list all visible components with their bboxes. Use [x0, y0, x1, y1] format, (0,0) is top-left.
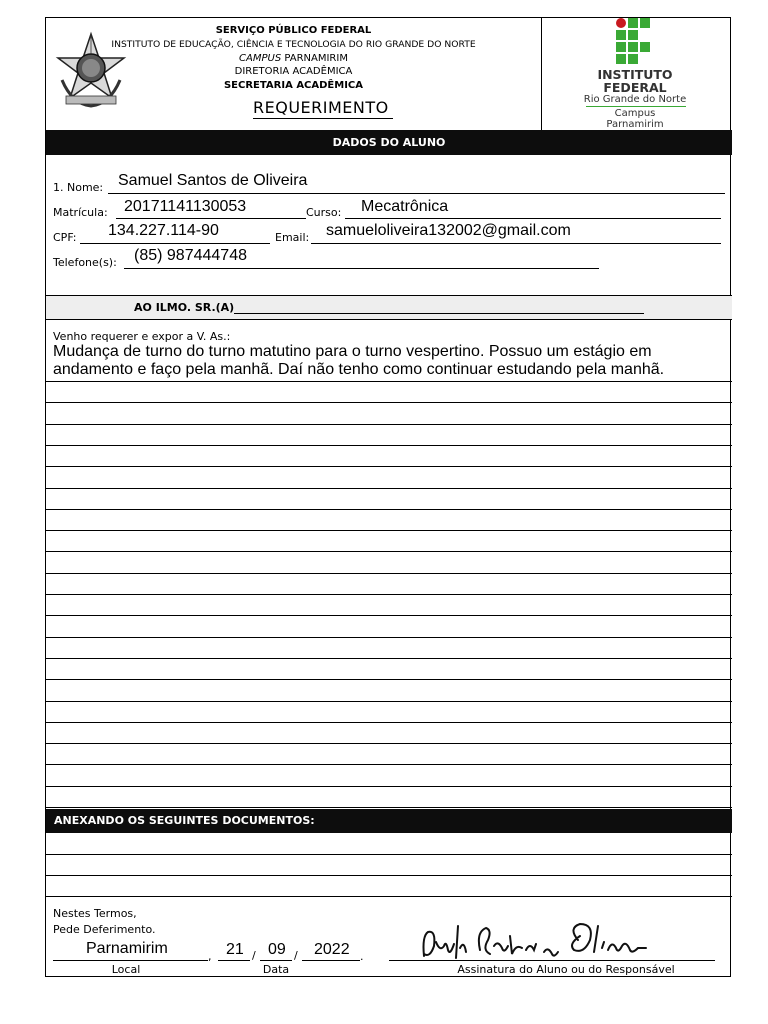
attachments-section-header: ANEXANDO OS SEGUINTES DOCUMENTOS: — [46, 809, 732, 833]
student-section-header: DADOS DO ALUNO — [46, 130, 732, 155]
ruled-line — [46, 807, 732, 808]
ruled-line — [46, 573, 732, 574]
if-logo-campus: Campus Parnamirim — [606, 108, 664, 130]
date-caption: Data — [262, 963, 290, 976]
ruled-line — [46, 764, 732, 765]
closing-line-2: Pede Deferimento. — [53, 923, 156, 936]
date-month[interactable]: 09 — [268, 941, 286, 958]
telefone-label: Telefone(s): — [53, 256, 117, 269]
signature-field-line — [389, 960, 715, 961]
request-text-line-2[interactable]: andamento e faço pela manhã. Daí não tenho como continuar estudando pela manhã. — [53, 361, 665, 378]
ruled-line — [46, 488, 732, 489]
attachment-line — [46, 875, 732, 876]
ruled-line — [46, 679, 732, 680]
header-line-1: SERVIÇO PÚBLICO FEDERAL — [215, 25, 372, 36]
ruled-line — [46, 381, 732, 382]
local-field-line — [53, 960, 208, 961]
addressee-label: AO ILMO. SR.(A) — [134, 301, 235, 314]
ruled-line — [46, 722, 732, 723]
ruled-line — [46, 530, 732, 531]
section-divider — [46, 319, 732, 320]
request-intro: Venho requerer e expor a V. As.: — [53, 330, 231, 343]
name-field-line — [108, 193, 725, 194]
form-title: REQUERIMENTO — [253, 98, 389, 117]
form-title-underline — [253, 118, 393, 119]
local-caption: Local — [111, 963, 141, 976]
ruled-line — [46, 551, 732, 552]
matricula-field-line — [116, 218, 306, 219]
telefone-field-line — [124, 268, 599, 269]
ruled-line — [46, 743, 732, 744]
date-separator: / — [252, 949, 256, 962]
email-field-line — [311, 243, 721, 244]
ruled-line — [46, 637, 732, 638]
period-separator: . — [360, 950, 364, 963]
name-value[interactable]: Samuel Santos de Oliveira — [118, 172, 308, 189]
ruled-line — [46, 466, 732, 467]
curso-field-line — [345, 218, 721, 219]
month-field-line — [260, 960, 292, 961]
if-logo — [542, 18, 732, 130]
year-field-line — [302, 960, 360, 961]
curso-label: Curso: — [306, 206, 342, 219]
matricula-label: Matrícula: — [53, 206, 108, 219]
if-logo-subtitle: Rio Grande do Norte — [583, 94, 687, 105]
if-logo-rule — [586, 106, 686, 107]
if-logo-text: INSTITUTO FEDERAL — [597, 67, 673, 95]
comma-separator: , — [208, 950, 212, 963]
matricula-value[interactable]: 20171141130053 — [124, 198, 247, 215]
header-line-2: INSTITUTO DE EDUCAÇÃO, CIÊNCIA E TECNOLOGIA DO RIO GRANDE DO NORTE — [111, 39, 476, 50]
request-text-line-1[interactable]: Mudança de turno do turno matutino para o turno vespertino. Possuo um estágio em — [53, 343, 652, 360]
ruled-line — [46, 786, 732, 787]
signature-caption: Assinatura do Aluno ou do Responsável — [457, 963, 675, 976]
ruled-line — [46, 509, 732, 510]
curso-value[interactable]: Mecatrônica — [361, 198, 449, 215]
closing-line-1: Nestes Termos, — [53, 907, 137, 920]
email-label: Email: — [275, 231, 310, 244]
ruled-line — [46, 701, 732, 702]
attachment-line — [46, 854, 732, 855]
ruled-line — [46, 445, 732, 446]
cpf-label: CPF: — [53, 231, 77, 244]
ruled-line — [46, 658, 732, 659]
local-value[interactable]: Parnamirim — [86, 940, 168, 957]
header-line-3: CAMPUS PARNAMIRIM — [239, 53, 348, 64]
telefone-value[interactable]: (85) 987444748 — [134, 247, 247, 264]
name-label: 1. Nome: — [53, 181, 104, 194]
cpf-field-line — [80, 243, 270, 244]
ruled-line — [46, 615, 732, 616]
ruled-line — [46, 402, 732, 403]
date-separator: / — [294, 949, 298, 962]
header-line-4: DIRETORIA ACADÊMICA — [234, 66, 353, 77]
ruled-line — [46, 594, 732, 595]
requerimento-form — [45, 17, 731, 977]
signature-image — [418, 918, 648, 964]
if-logo-squares-icon — [616, 18, 652, 66]
attachment-line — [46, 896, 732, 897]
day-field-line — [218, 960, 250, 961]
email-value[interactable]: samueloliveira132002@gmail.com — [326, 222, 571, 239]
date-day[interactable]: 21 — [226, 941, 244, 958]
date-year[interactable]: 2022 — [314, 941, 350, 958]
cpf-value[interactable]: 134.227.114-90 — [108, 222, 219, 239]
ruled-line — [46, 424, 732, 425]
header-line-5: SECRETARIA ACADÊMICA — [223, 80, 364, 91]
addressee-field-line — [234, 313, 644, 314]
